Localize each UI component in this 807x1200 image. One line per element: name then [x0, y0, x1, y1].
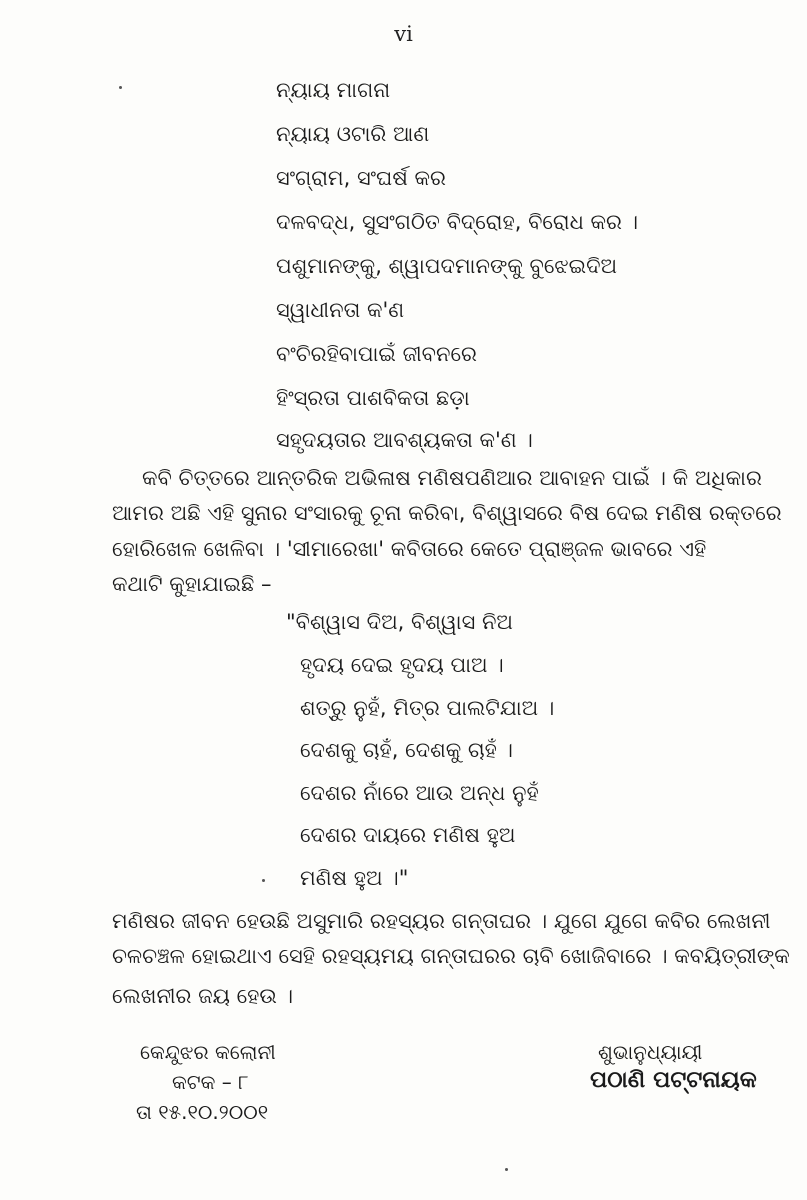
scan-speck	[262, 879, 265, 882]
verse-line: ଦେଶର ନାଁରେ ଆଉ ଅନ୍ଧ ନୁହଁ	[300, 781, 539, 805]
verse-line: ମଣିଷ ହୁଅ ।"	[300, 866, 409, 890]
verse-line: ଦଳବଦ୍ଧ, ସୁସଂଗଠିତ ବିଦ୍ରୋହ, ବିରୋଧ କର ।	[276, 210, 639, 234]
verse-line: ବଂଚିରହିବାପାଇଁ ଜୀବନରେ	[276, 342, 477, 366]
scan-speck	[119, 86, 122, 89]
page-number: vi	[394, 22, 413, 46]
paragraph-line: ଚଳଚଞ୍ଚଳ ହୋଇଥାଏ ସେହି ରହସ୍ୟମୟ ଗନ୍ତାଘରର ଚାବି ଖୋଜିବାରେ । କବୟିତ୍ରୀଙ୍କ	[112, 944, 790, 968]
place-line: କଟକ – ୮	[172, 1070, 249, 1094]
paragraph-line: ମଣିଷର ଜୀବନ ହେଉଛି ଅସୁମାରି ରହସ୍ୟର ଗନ୍ତାଘର । ଯୁଗେ ଯୁଗେ କବିର ଲେଖନୀ	[112, 909, 771, 933]
verse-line: ହୃଦୟ ଦେଇ ହୃଦୟ ପାଅ ।	[300, 653, 504, 677]
place-line: କେନ୍ଦୁଝର କଲୋନୀ	[140, 1040, 276, 1064]
verse-line: ସ୍ୱାଧୀନତା କ'ଣ	[276, 298, 405, 322]
paragraph-line: କବି ଚିତ୍ତରେ ଆନ୍ତରିକ ଅଭିଳାଷ ମଣିଷପଣିଆର ଆବାହନ ପାଇଁ । କି ଅଧିକାର	[142, 466, 762, 490]
verse-line: ଶତ୍ରୁ ନୁହଁ, ମିତ୍ର ପାଲଟିଯାଅ ।	[300, 696, 555, 720]
paragraph-line: ଆମର ଅଛି ଏହି ସୁନାର ସଂସାରକୁ ଚୂନା କରିବା, ବିଶ୍ୱାସରେ ବିଷ ଦେଇ ମଣିଷ ରକ୍ତରେ	[112, 501, 782, 525]
paragraph-line: ଲେଖନୀର ଜୟ ହେଉ ।	[112, 984, 294, 1008]
verse-line: ନ୍ୟାୟ ମାଗନା	[276, 78, 391, 102]
verse-line: ଦେଶକୁ ଚାହଁ, ଦେଶକୁ ଚାହଁ ।	[300, 738, 514, 762]
verse-line: ହିଂସ୍ରତା ପାଶବିକତା ଛଡ଼ା	[276, 386, 470, 410]
verse-line: "ବିଶ୍ୱାସ ଦିଅ, ବିଶ୍ୱାସ ନିଅ	[286, 610, 513, 634]
paragraph-line: କଥାଟି କୁହାଯାଇଛି –	[112, 572, 272, 596]
verse-line: ସଂଗ୍ରାମ, ସଂଘର୍ଷ କର	[276, 166, 446, 190]
verse-line: ନ୍ୟାୟ ଓଟାରି ଆଣ	[276, 122, 430, 146]
salutation: ଶୁଭାନୁଧ୍ୟାୟୀ	[598, 1040, 703, 1064]
paragraph-line: ହୋରିଖେଳ ଖେଳିବା । 'ସୀମାରେଖା' କବିତାରେ କେତେ ପ୍ରାଞ୍ଜଳ ଭାବରେ ଏହି	[112, 537, 707, 561]
verse-line: ଦେଶର ଦାୟରେ ମଣିଷ ହୁଅ	[300, 823, 516, 847]
verse-line: ପଶୁମାନଙ୍କୁ, ଶ୍ୱାପଦମାନଙ୍କୁ ବୁଝେଇଦିଅ	[276, 254, 618, 278]
date-line: ତା ୧୫.୧୦.୨୦୦୧	[136, 1100, 269, 1124]
scan-speck	[505, 1168, 508, 1171]
verse-line: ସହୃଦୟତାର ଆବଶ୍ୟକତା କ'ଣ ।	[276, 428, 533, 452]
author-name: ପଠାଣି ପଟ୍ଟନାୟକ	[590, 1067, 757, 1093]
